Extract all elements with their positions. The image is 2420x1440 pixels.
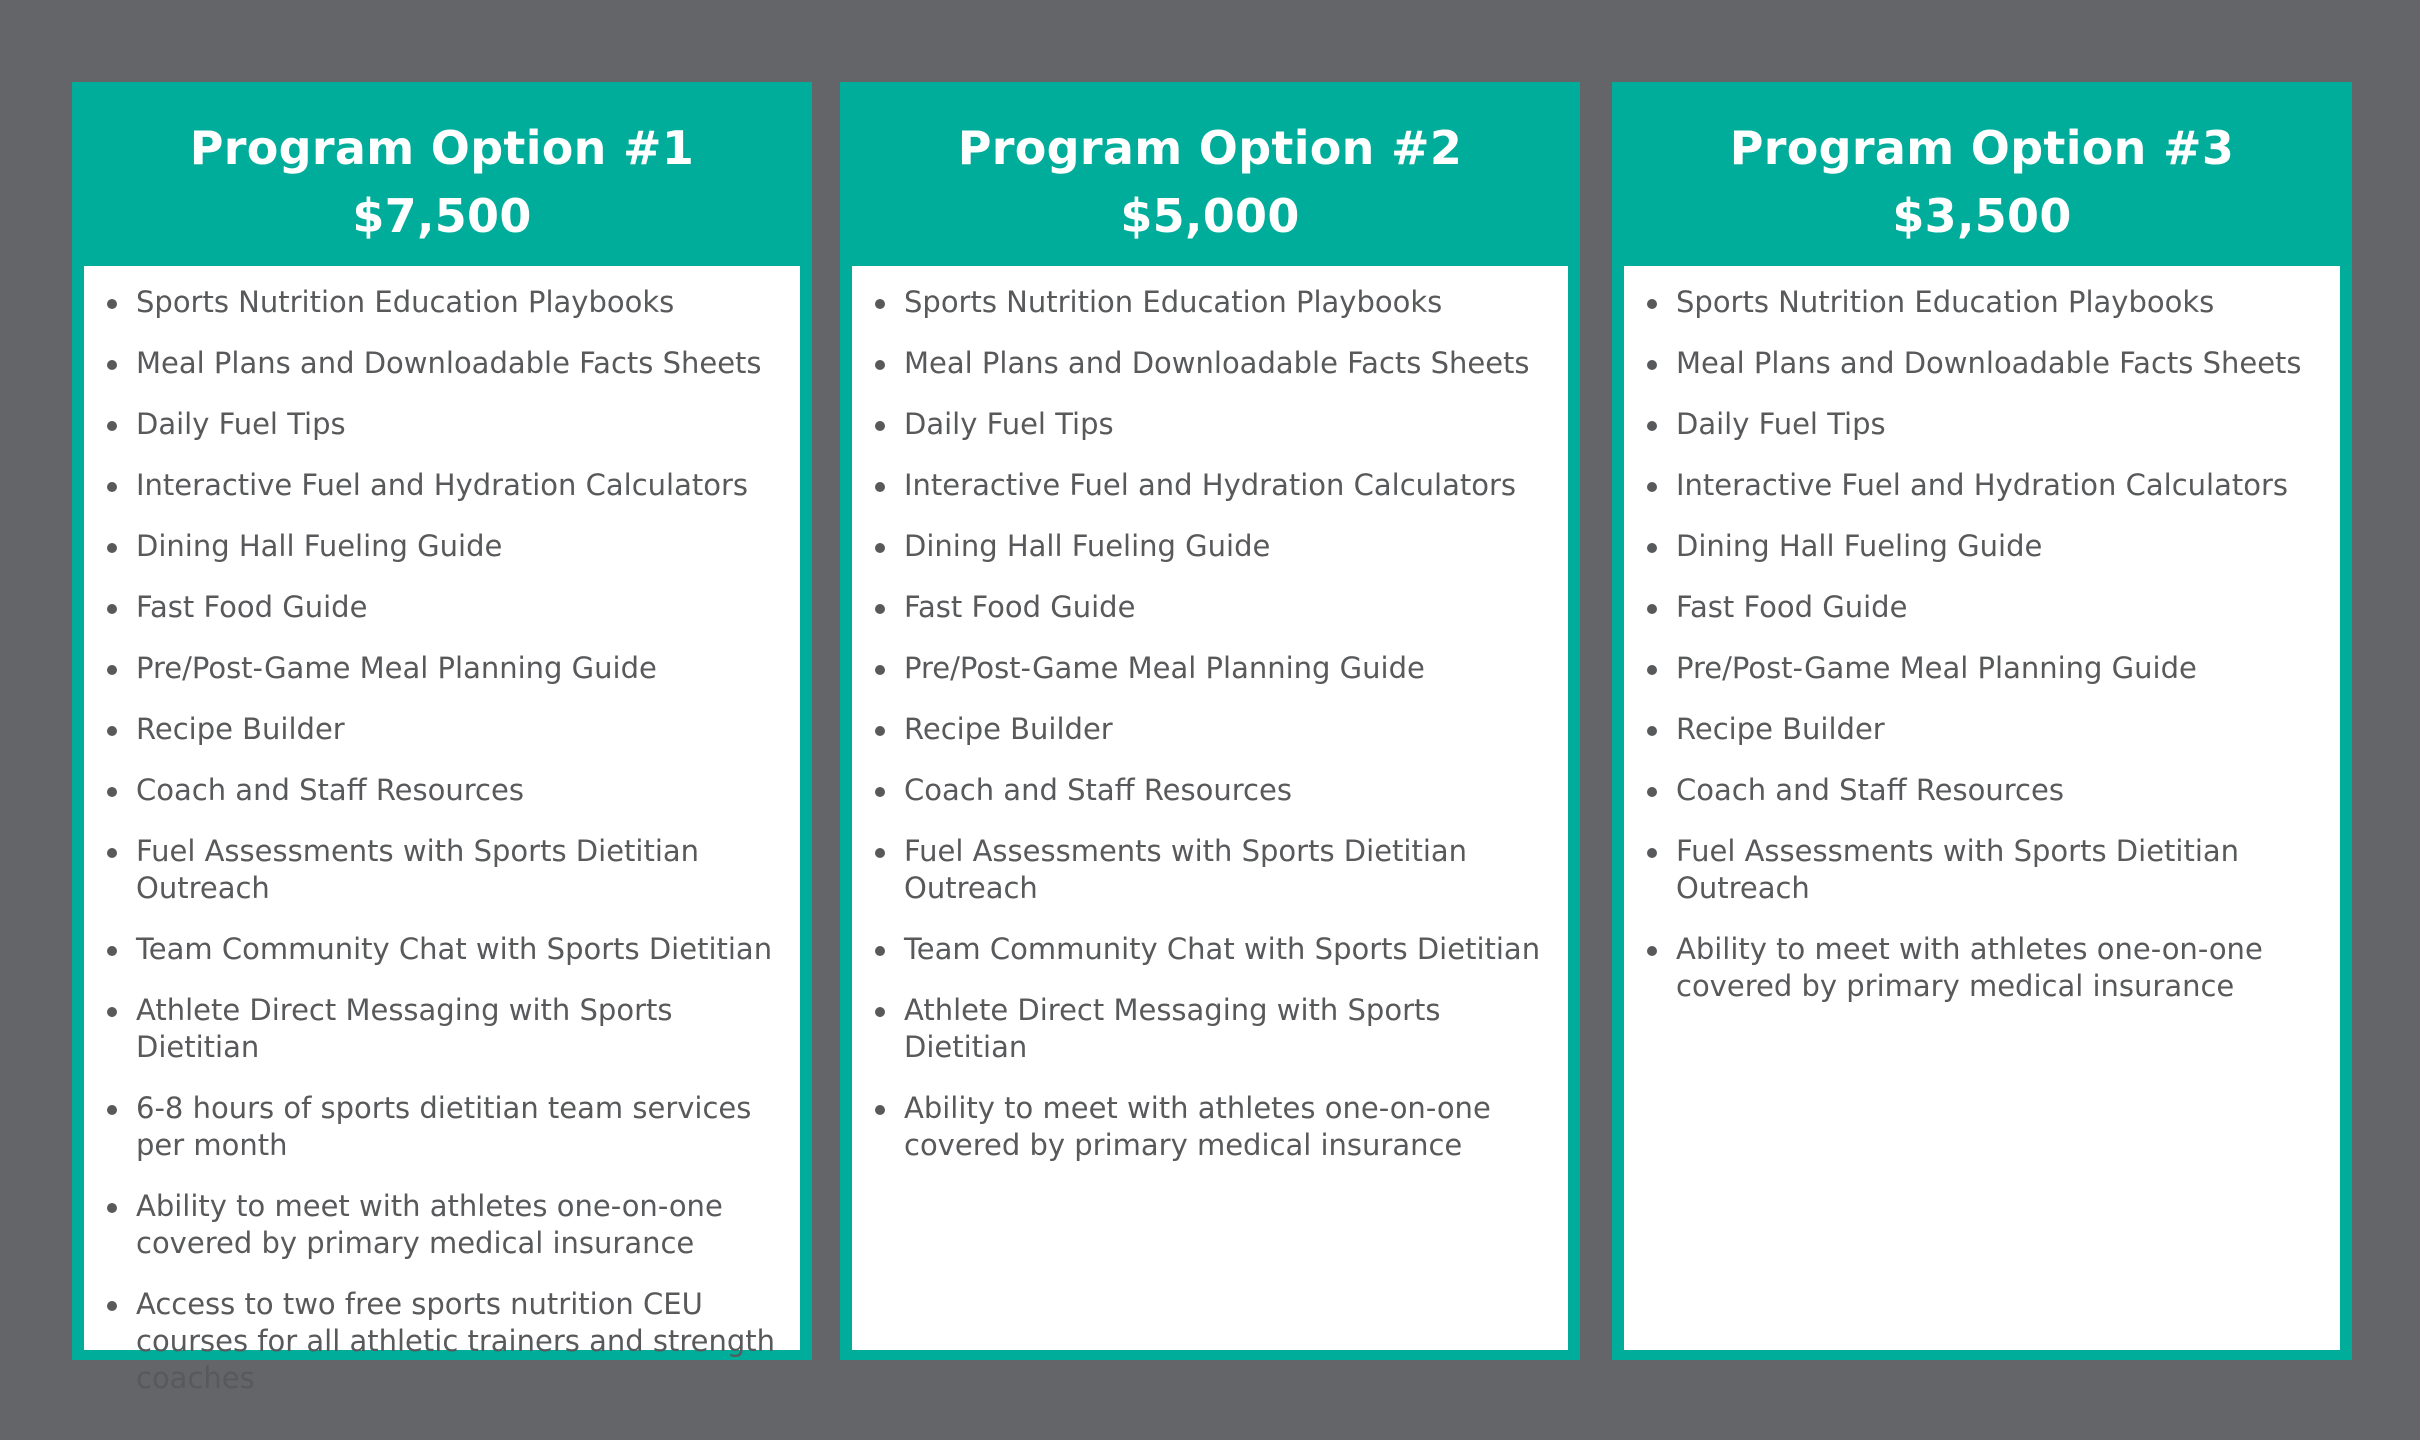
- card-header: [72, 82, 812, 266]
- option-title: Program Option #1: [189, 121, 695, 175]
- option-price: $5,000: [1120, 189, 1300, 243]
- feature-item: Ability to meet with athletes one-on-one covered by primary medical insurance: [1624, 931, 2340, 1005]
- feature-item: Sports Nutrition Education Playbooks: [852, 284, 1568, 321]
- feature-item: Pre/Post-Game Meal Planning Guide: [84, 650, 800, 687]
- feature-item: Dining Hall Fueling Guide: [84, 528, 800, 565]
- feature-item: Fuel Assessments with Sports Dietitian Outreach: [84, 833, 800, 907]
- feature-item: Fuel Assessments with Sports Dietitian Outreach: [1624, 833, 2340, 907]
- feature-item: Interactive Fuel and Hydration Calculators: [84, 467, 800, 504]
- feature-item: Recipe Builder: [1624, 711, 2340, 748]
- feature-panel: [1624, 266, 2340, 1350]
- program-option-card-3: [1612, 82, 2352, 1360]
- option-title: Program Option #3: [1729, 121, 2235, 175]
- feature-panel: [852, 266, 1568, 1350]
- option-price: $7,500: [352, 189, 532, 243]
- feature-item: Coach and Staff Resources: [84, 772, 800, 809]
- feature-item: Fuel Assessments with Sports Dietitian Outreach: [852, 833, 1568, 907]
- feature-item: Pre/Post-Game Meal Planning Guide: [1624, 650, 2340, 687]
- card-header: [840, 82, 1580, 266]
- feature-item: Recipe Builder: [84, 711, 800, 748]
- option-title: Program Option #2: [957, 121, 1463, 175]
- feature-item: Coach and Staff Resources: [852, 772, 1568, 809]
- feature-item: Sports Nutrition Education Playbooks: [1624, 284, 2340, 321]
- feature-item: Team Community Chat with Sports Dietitian: [84, 931, 800, 968]
- program-option-card-1: [72, 82, 812, 1395]
- feature-item: Fast Food Guide: [852, 589, 1568, 626]
- feature-item: Meal Plans and Downloadable Facts Sheets: [1624, 345, 2340, 382]
- feature-item: 6-8 hours of sports dietitian team services per month: [84, 1090, 800, 1164]
- feature-item: Recipe Builder: [852, 711, 1568, 748]
- feature-item: Daily Fuel Tips: [852, 406, 1568, 443]
- feature-item: Ability to meet with athletes one-on-one covered by primary medical insurance: [852, 1090, 1568, 1164]
- feature-item: Interactive Fuel and Hydration Calculators: [1624, 467, 2340, 504]
- feature-item: Dining Hall Fueling Guide: [852, 528, 1568, 565]
- feature-item: Team Community Chat with Sports Dietitian: [852, 931, 1568, 968]
- feature-item: Access to two free sports nutrition CEU courses for all athletic trainers and strength coaches: [84, 1286, 800, 1397]
- feature-item: Athlete Direct Messaging with Sports Dietitian: [852, 992, 1568, 1066]
- card-header: [1612, 82, 2352, 266]
- feature-item: Fast Food Guide: [84, 589, 800, 626]
- feature-panel: [84, 266, 800, 1395]
- feature-item: Coach and Staff Resources: [1624, 772, 2340, 809]
- program-option-card-2: [840, 82, 1580, 1360]
- feature-item: Interactive Fuel and Hydration Calculators: [852, 467, 1568, 504]
- feature-item: Pre/Post-Game Meal Planning Guide: [852, 650, 1568, 687]
- feature-item: Daily Fuel Tips: [1624, 406, 2340, 443]
- feature-item: Meal Plans and Downloadable Facts Sheets: [84, 345, 800, 382]
- feature-item: Daily Fuel Tips: [84, 406, 800, 443]
- feature-item: Ability to meet with athletes one-on-one covered by primary medical insurance: [84, 1188, 800, 1262]
- feature-item: Athlete Direct Messaging with Sports Dietitian: [84, 992, 800, 1066]
- feature-list: [1624, 266, 2340, 1005]
- feature-list: [84, 266, 800, 1397]
- feature-item: Meal Plans and Downloadable Facts Sheets: [852, 345, 1568, 382]
- feature-item: Sports Nutrition Education Playbooks: [84, 284, 800, 321]
- feature-list: [852, 266, 1568, 1164]
- option-price: $3,500: [1892, 189, 2072, 243]
- feature-item: Dining Hall Fueling Guide: [1624, 528, 2340, 565]
- feature-item: Fast Food Guide: [1624, 589, 2340, 626]
